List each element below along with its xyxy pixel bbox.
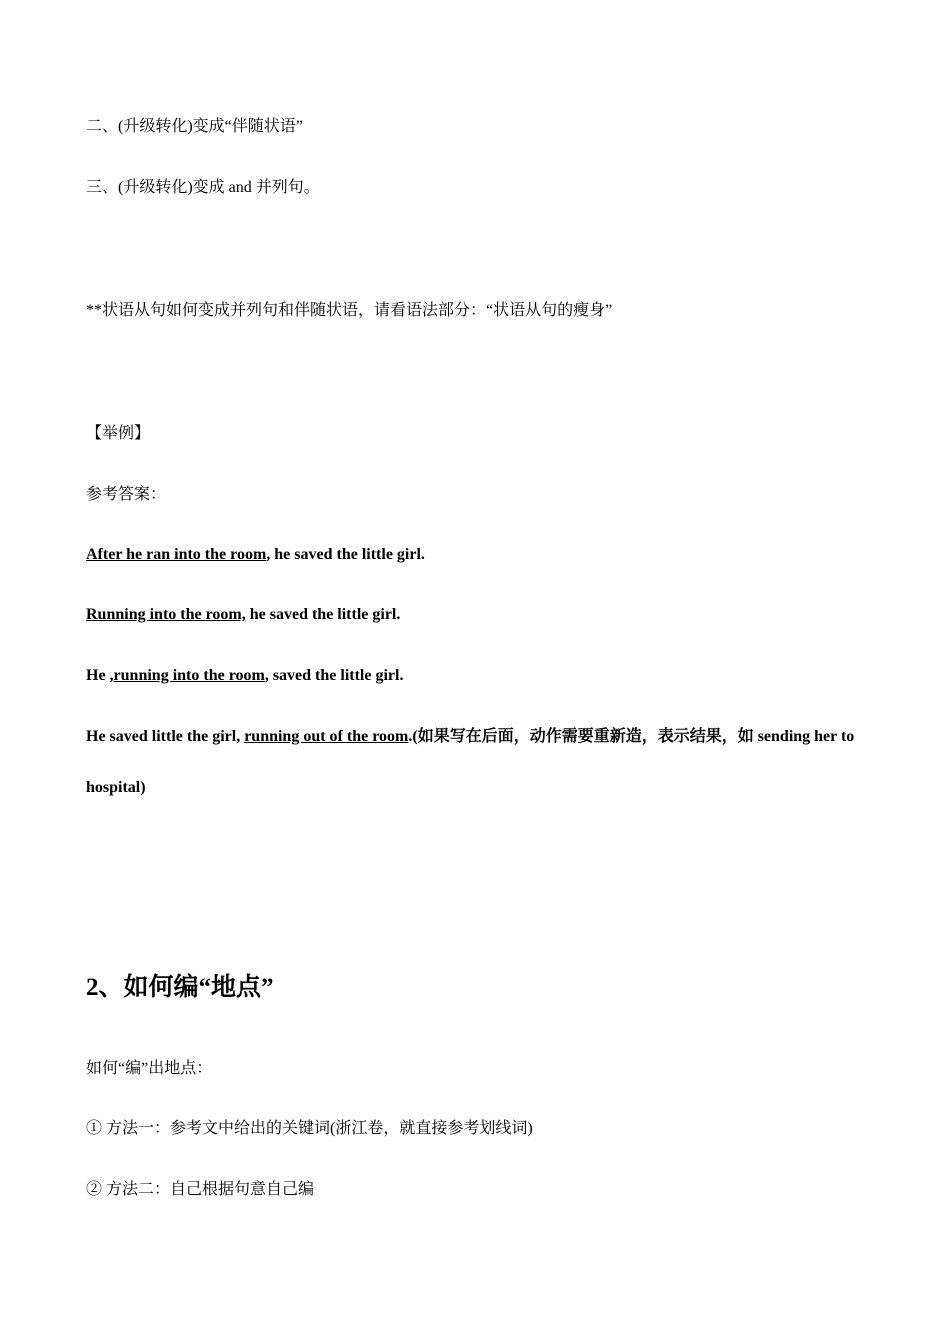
section-2-heading: 2、如何编“地点” <box>86 974 274 1001</box>
upgrade-point-2: 二、(升级转化)变成“伴随状语” <box>86 118 303 135</box>
how-to-label: 如何“编”出地点： <box>86 1060 213 1077</box>
method-2: ② 方法二：自己根据句意自己编 <box>86 1181 315 1198</box>
example-4-before: He saved little the girl, <box>86 728 245 745</box>
example-3-underlined: running into the room <box>113 667 265 684</box>
method-1: ① 方法一：参考文中给出的关键词(浙江卷，就直接参考划线词) <box>86 1120 533 1137</box>
example-1-underlined: After he ran into the room <box>86 546 267 563</box>
example-2-rest: he saved the little girl. <box>245 606 401 623</box>
example-1-rest: , he saved the little girl. <box>266 546 425 563</box>
example-sentence-3 <box>86 666 403 686</box>
upgrade-point-3: 三、(升级转化)变成 and 并列句。 <box>86 179 320 196</box>
answer-label: 参考答案： <box>86 486 167 503</box>
example-sentence-1 <box>86 545 425 565</box>
example-4-rest: .(如果写在后面，动作需要重新造，表示结果，如 sending her to hospital) <box>86 728 855 796</box>
example-4-underlined: running out of the room <box>244 728 409 745</box>
grammar-note: **状语从句如何变成并列句和伴随状语，请看语法部分：“状语从句的瘦身” <box>86 302 613 319</box>
example-2-underlined: Running into the room, <box>86 606 246 623</box>
example-sentence-2 <box>86 605 400 625</box>
example-sentence-4 <box>86 711 876 813</box>
example-3-before: He , <box>86 667 114 684</box>
example-label: 【举例】 <box>86 425 151 442</box>
example-3-rest: , saved the little girl. <box>264 667 404 684</box>
